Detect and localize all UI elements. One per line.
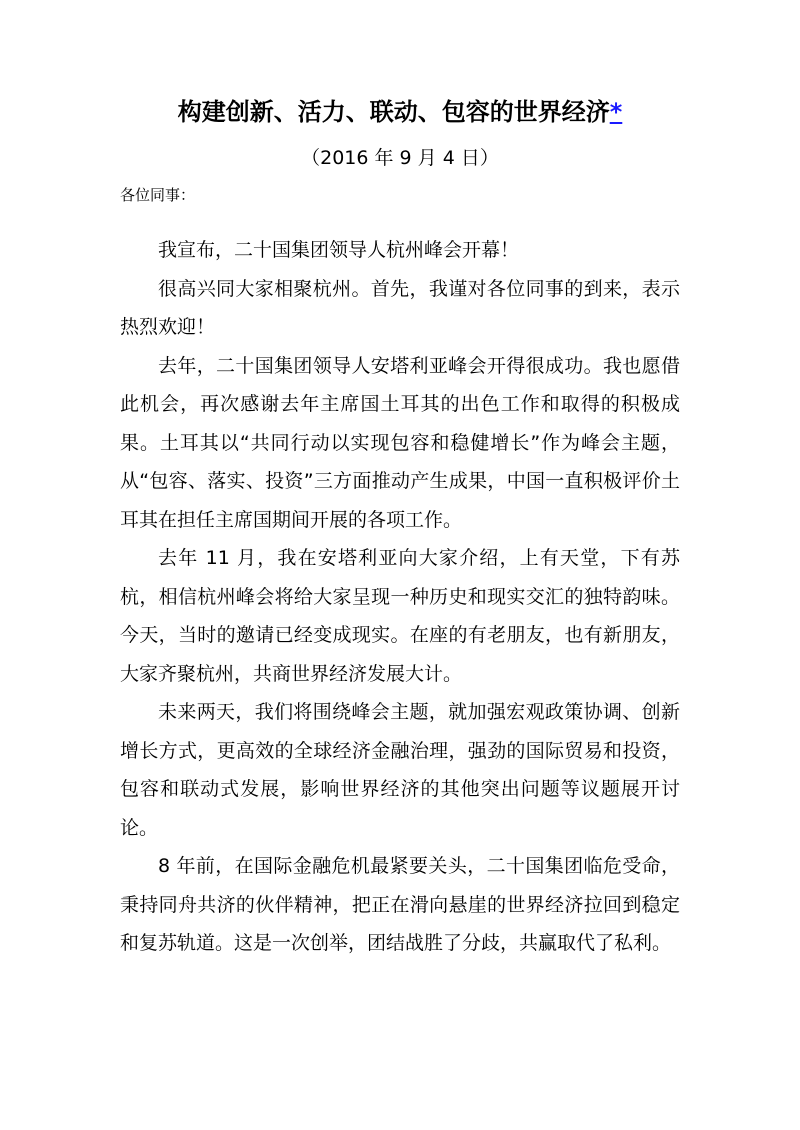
salutation: 各位同事： bbox=[120, 186, 196, 204]
speech-body bbox=[120, 231, 680, 963]
paragraph: 未来两天，我们将围绕峰会主题，就加强宏观政策协调、创新增长方式，更高效的全球经济金融治理，强劲的国际贸易和投资，包容和联动式发展，影响世界经济的其他突出问题等议题展开讨论。 bbox=[120, 701, 680, 839]
paragraph: 去年，二十国集团领导人安塔利亚峰会开得很成功。我也愿借此机会，再次感谢去年主席国土耳其的出色工作和取得的积极成果。土耳其以“共同行动以实现包容和稳健增长”作为峰会主题，从“包容、落实、投资”三方面推动产生成果，中国一直积极评价土耳其在担任主席国期间开展的各项工作。 bbox=[120, 354, 680, 531]
paragraph: 很高兴同大家相聚杭州。首先，我谨对各位同事的到来，表示热烈欢迎！ bbox=[120, 277, 680, 338]
page-title bbox=[0, 92, 800, 132]
paragraph: 我宣布，二十国集团领导人杭州峰会开幕！ bbox=[158, 239, 520, 261]
footnote-link[interactable]: * bbox=[609, 98, 623, 126]
paragraph: 8 年前，在国际金融危机最紧要关头，二十国集团临危受命，秉持同舟共济的伙伴精神，把正在滑向悬崖的世界经济拉回到稳定和复苏轨道。这是一次创举，团结战胜了分歧，共赢取代了私利。 bbox=[120, 855, 680, 954]
paragraph: 去年 11 月，我在安塔利亚向大家介绍，上有天堂，下有苏杭，相信杭州峰会将给大家呈现一种历史和现实交汇的独特韵味。今天，当时的邀请已经变成现实。在座的有老朋友，也有新朋友，大家齐聚杭州，共商世界经济发展大计。 bbox=[120, 547, 680, 685]
speech-date: （2016 年 9 月 4 日） bbox=[301, 147, 499, 169]
title-text: 构建创新、活力、联动、包容的世界经济 bbox=[177, 98, 610, 126]
